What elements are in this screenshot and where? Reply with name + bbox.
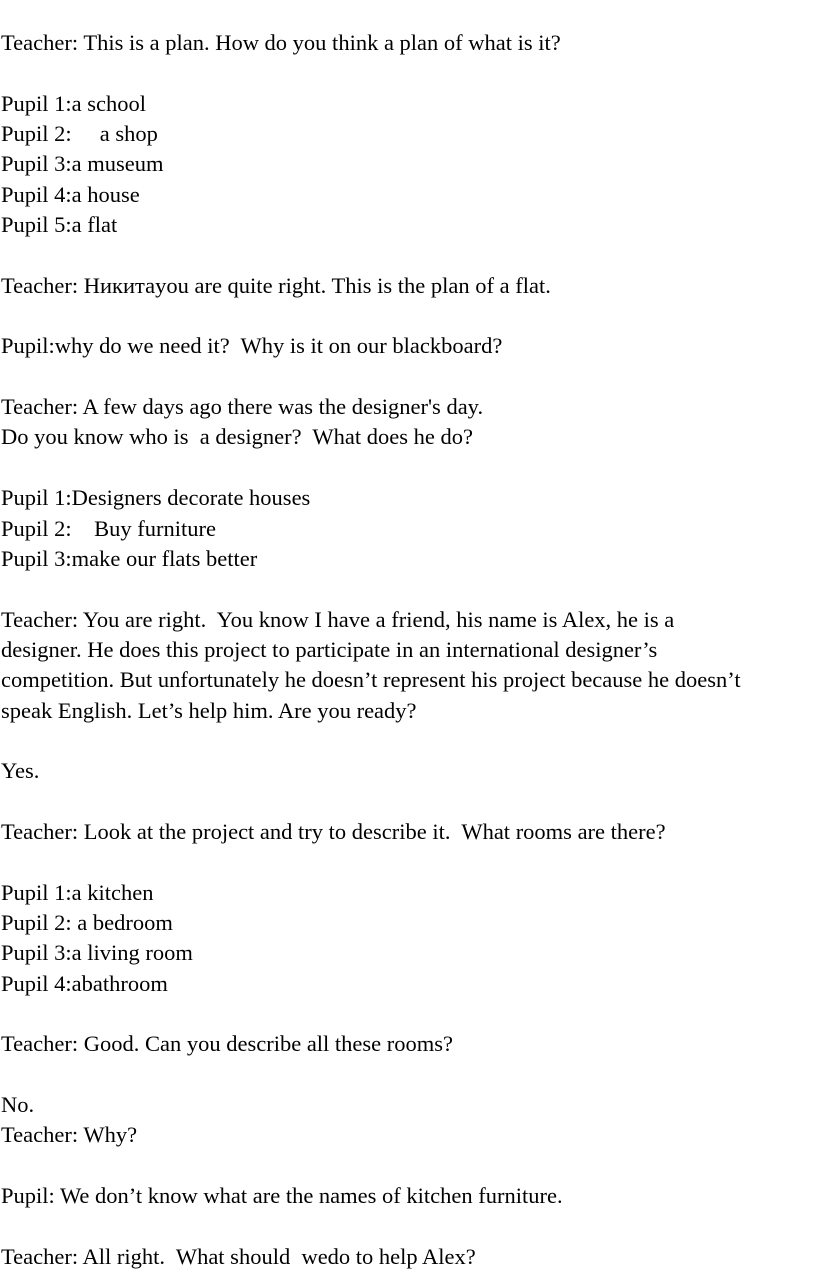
text-line: Teacher: This is a plan. How do you think a plan of what is it? bbox=[1, 30, 561, 55]
text-line: Teacher: Why? bbox=[1, 1122, 138, 1148]
blank-line bbox=[1, 301, 813, 331]
document-page bbox=[1, 28, 813, 1272]
text-line: Pupil 1:a school bbox=[1, 90, 146, 116]
text-line: Teacher: A few days ago there was the designer's day. bbox=[1, 394, 484, 420]
text-line: Pupil 3:a living room bbox=[1, 940, 193, 966]
text-line: designer. He does this project to participate in an international designer’s bbox=[1, 636, 658, 662]
text-line: Pupil 4:abathroom bbox=[1, 970, 168, 996]
text-line: Do you know who is a designer? What does he do? bbox=[1, 424, 473, 450]
text-line: Pupil 2: Buy furniture bbox=[1, 515, 216, 541]
text-line: Pupil 3:a museum bbox=[1, 151, 164, 177]
text-line: Pupil 2: a bedroom bbox=[1, 909, 173, 935]
text-line: Pupil 2: a shop bbox=[1, 121, 158, 147]
text-line: Teacher: Никитаyou are quite right. This is the plan of a flat. bbox=[1, 272, 551, 298]
text-line: Teacher: Good. Can you describe all these rooms? bbox=[1, 1031, 454, 1057]
text-line: Pupil 1:Designers decorate houses bbox=[1, 485, 311, 511]
blank-line bbox=[1, 362, 813, 392]
text-line: Pupil 5:a flat bbox=[1, 212, 118, 238]
blank-line bbox=[1, 1211, 813, 1241]
blank-line bbox=[1, 847, 813, 877]
blank-line bbox=[1, 574, 813, 604]
blank-line bbox=[1, 240, 813, 270]
text-line: competition. But unfortunately he doesn’t represent his project because he doesn’t bbox=[1, 667, 741, 693]
blank-line bbox=[1, 726, 813, 756]
text-line: Teacher: Look at the project and try to describe it. What rooms are there? bbox=[1, 818, 666, 844]
text-line: Pupil 4:a house bbox=[1, 181, 140, 207]
text-line: No. bbox=[1, 1092, 35, 1118]
text-line: Pupil 3:make our flats better bbox=[1, 545, 258, 571]
blank-line bbox=[1, 787, 813, 817]
text-line: Teacher: All right. What should wedo to help Alex? bbox=[1, 1243, 476, 1269]
text-line: Teacher: You are right. You know I have a friend, his name is Alex, he is a bbox=[1, 606, 675, 632]
blank-line bbox=[1, 1151, 813, 1181]
text-line: Pupil 1:a kitchen bbox=[1, 879, 154, 905]
blank-line bbox=[1, 453, 813, 483]
blank-line bbox=[1, 58, 813, 88]
text-line: Pupil:why do we need it? Why is it on our blackboard? bbox=[1, 333, 503, 359]
blank-line bbox=[1, 999, 813, 1029]
text-line: Pupil: We don’t know what are the names of kitchen furniture. bbox=[1, 1183, 563, 1209]
text-line: speak English. Let’s help him. Are you ready? bbox=[1, 697, 417, 723]
blank-line bbox=[1, 1060, 813, 1090]
text-line: Yes. bbox=[1, 758, 40, 784]
